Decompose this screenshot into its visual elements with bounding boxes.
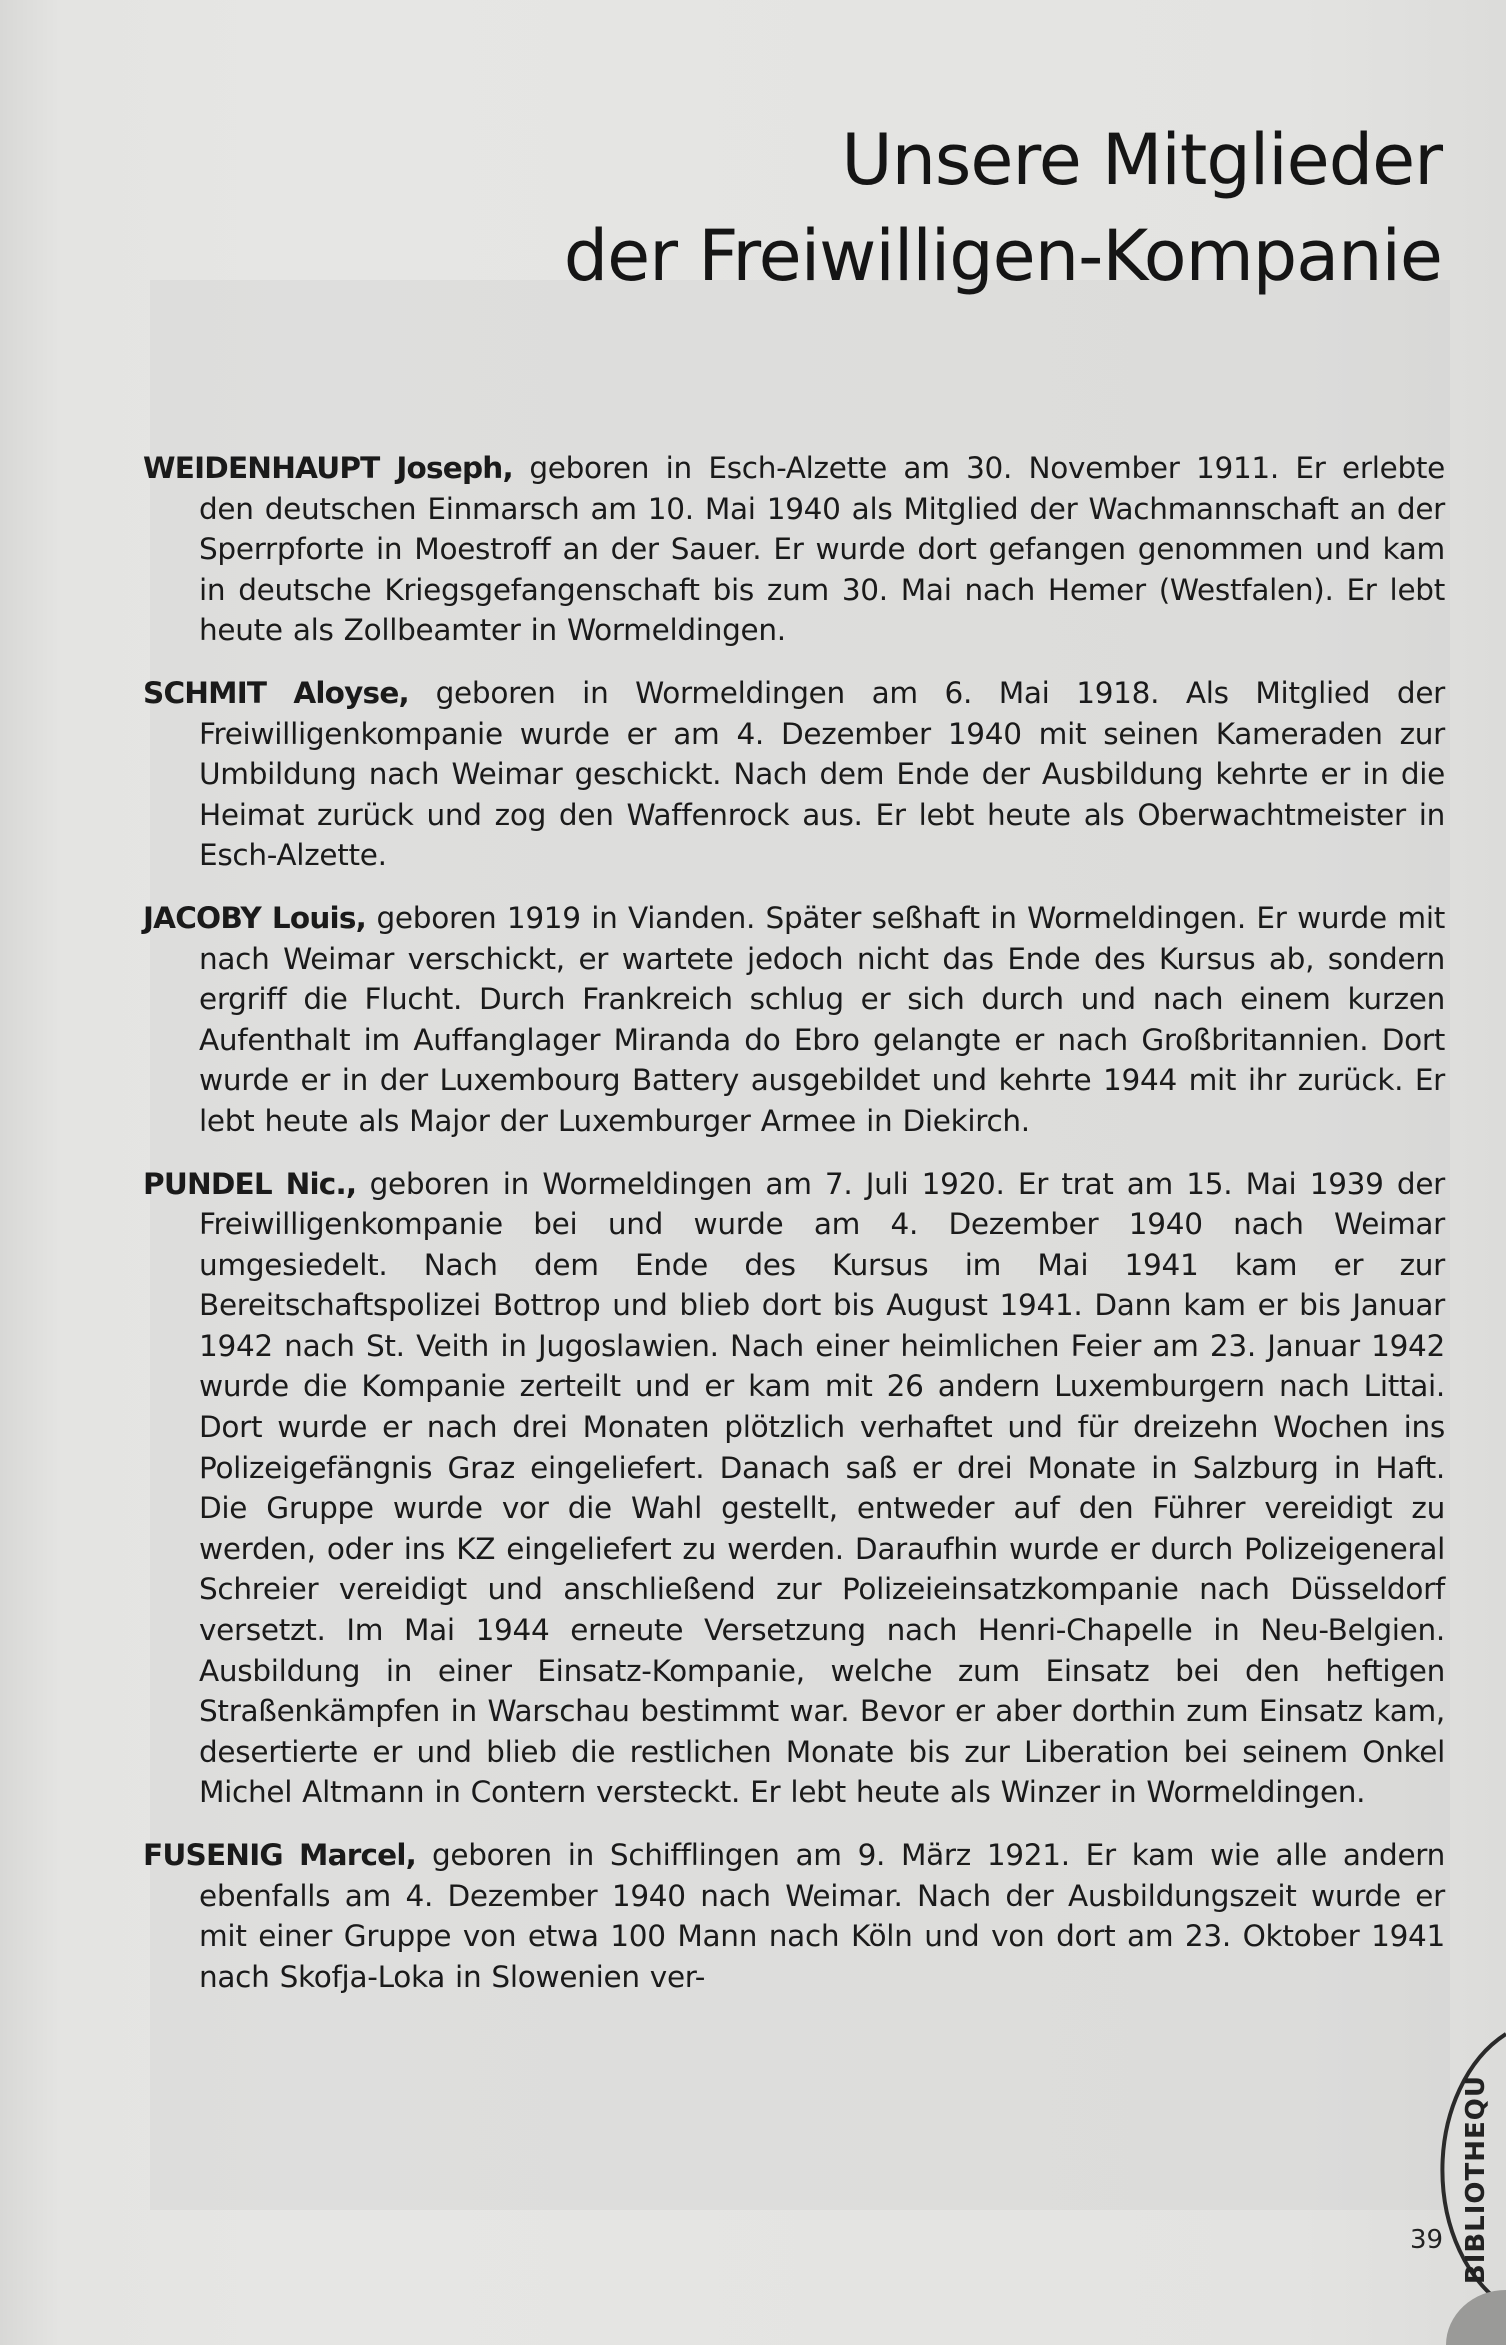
- member-bio: geboren in Wormeldingen am 7. Juli 1920. Er trat am 15. Mai 1939 der Freiwilligenkompanie bei und wurde am 4. Dezember 1940 nach Weimar umgesiedelt. Nach dem Ende des Kursus im Mai 1941 kam er zur Bereitschaftspolizei Bottrop und blieb dort bis August 1941. Dann kam er bis Januar 1942 nach St. Veith in Jugoslawien. Nach einer heimlichen Feier am 23. Januar 1942 wurde die Kompanie zerteilt und er kam mit 26 andern Luxemburgern nach Littai. Dort wurde er nach drei Monaten plötzlich verhaftet und für dreizehn Wochen ins Polizeigefängnis Graz eingeliefert. Danach saß er drei Monate in Salzburg in Haft. Die Gruppe wurde vor die Wahl gestellt, entweder auf den Führer vereidigt zu werden, oder ins KZ eingeliefert zu werden. Daraufhin wurde er durch Polizeigeneral Schreier vereidigt und anschließend zur Polizeieinsatzkompanie nach Düsseldorf versetzt. Im Mai 1944 erneute Versetzung nach Henri-Chapelle in Neu-Belgien. Ausbildung in einer Einsatz-Kompanie, welche zum Einsatz bei den heftigen Straßenkämpfen in Warschau bestimmt war. Bevor er aber dorthin zum Einsatz kam, desertierte er und blieb die restlichen Monate bis zur Liberation bei seinem Onkel Michel Altmann in Contern versteckt. Er lebt heute als Winzer in Wormeldingen.: [199, 1166, 1445, 1810]
- member-bio: geboren in Schifflingen am 9. März 1921. Er kam wie alle andern ebenfalls am 4. Dezember 1940 nach Weimar. Nach der Ausbildungszeit wurde er mit einer Gruppe von etwa 100 Mann nach Köln und von dort am 23. Oktober 1941 nach Skofja-Loka in Slowenien ver-: [199, 1838, 1445, 1994]
- member-entry-schmit: [143, 673, 1445, 876]
- member-bio: geboren 1919 in Vianden. Später seßhaft in Wormeldingen. Er wurde mit nach Weimar verschickt, er wartete jedoch nicht das Ende des Kursus ab, sondern ergriff die Flucht. Durch Frankreich schlug er sich durch und nach einem kurzen Aufenthalt im Auffanglager Miranda do Ebro gelangte er nach Großbritannien. Dort wurde er in der Luxembourg Battery ausgebildet und kehrte 1944 mit ihr zurück. Er lebt heute als Major der Luxemburger Armee in Diekirch.: [199, 900, 1445, 1138]
- member-list: [143, 448, 1445, 2019]
- library-stamp-text: BIBLIOTHEQU: [1461, 2075, 1491, 2285]
- member-name: FUSENIG Marcel,: [143, 1838, 417, 1872]
- title-line-1: Unsere Mitglieder: [841, 119, 1442, 201]
- member-entry-fusenig: [143, 1835, 1445, 1997]
- member-name: WEIDENHAUPT Joseph,: [143, 451, 513, 485]
- member-bio: geboren in Wormeldingen am 6. Mai 1918. Als Mitglied der Freiwilligenkompanie wurde er am 4. Dezember 1940 mit seinen Kameraden zur Umbildung nach Weimar geschickt. Nach dem Ende der Ausbildung kehrte er in die Heimat zurück und zog den Waffenrock aus. Er lebt heute als Oberwachtmeister in Esch-Alzette.: [199, 675, 1445, 873]
- member-entry-pundel: [143, 1164, 1445, 1814]
- member-entry-weidenhaupt: [143, 448, 1445, 651]
- title-line-2: der Freiwilligen-Kompanie: [563, 215, 1442, 297]
- member-bio: geboren in Esch-Alzette am 30. November 1911. Er erlebte den deutschen Einmarsch am 10. Mai 1940 als Mitglied der Wachmannschaft an der Sperrpforte in Moestroff an der Sauer. Er wurde dort gefangen genommen und kam in deutsche Kriegsgefangenschaft bis zum 30. Mai nach Hemer (Westfalen). Er lebt heute als Zollbeamter in Wormeldingen.: [199, 451, 1445, 648]
- page-number: 39: [1410, 2225, 1444, 2255]
- member-name: PUNDEL Nic.,: [143, 1166, 357, 1201]
- page-title: [564, 112, 1442, 304]
- member-entry-jacoby: [143, 898, 1445, 1142]
- member-name: SCHMIT Aloyse,: [143, 675, 409, 710]
- member-name: JACOBY Louis,: [143, 900, 366, 935]
